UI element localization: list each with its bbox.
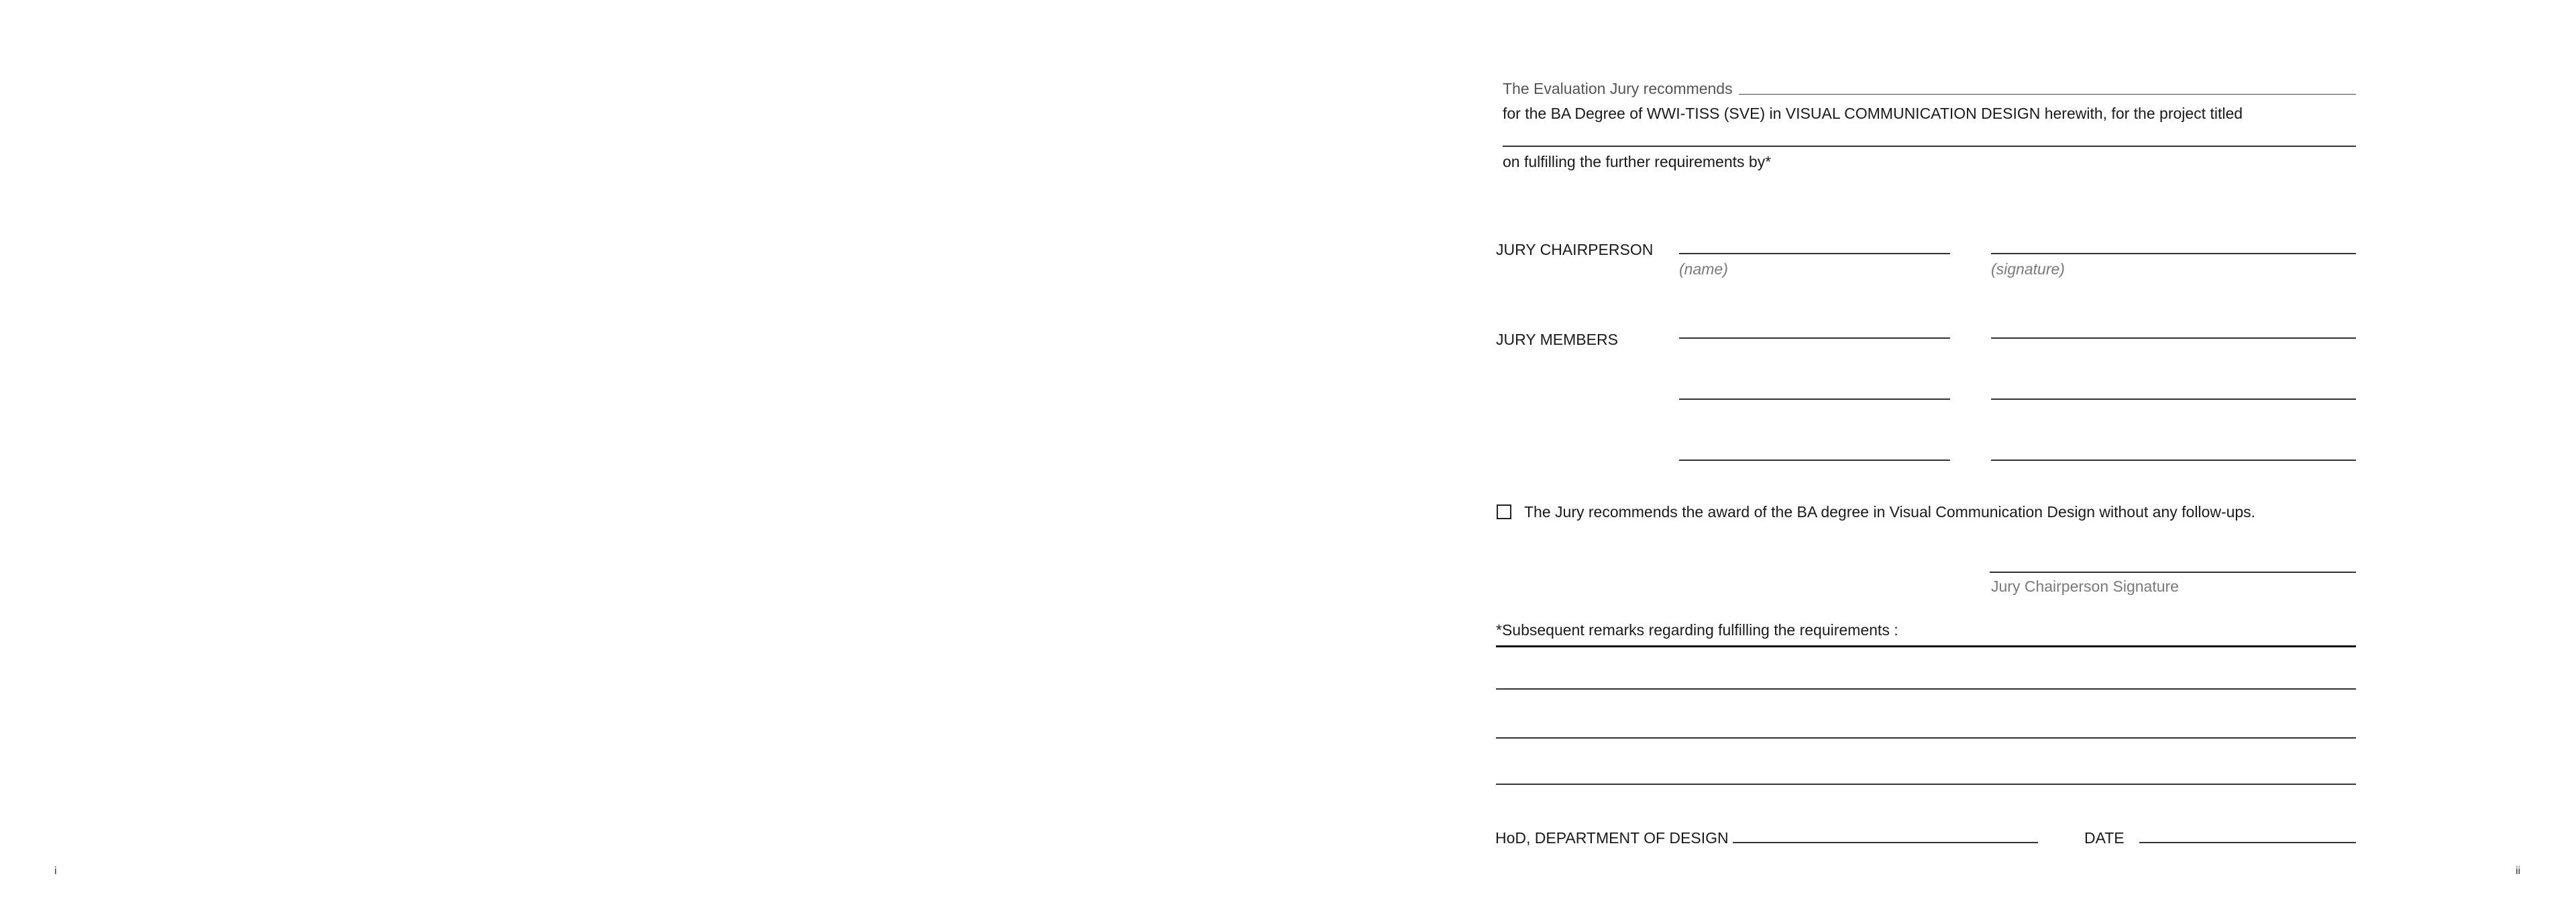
member-2-signature-line[interactable] (1991, 398, 2356, 400)
jury-chairperson-label: JURY CHAIRPERSON (1496, 241, 1654, 258)
chairperson-name-line[interactable] (1679, 253, 1950, 254)
signature-caption: (signature) (1991, 260, 2065, 278)
member-3-name-line[interactable] (1679, 460, 1950, 461)
remarks-label: *Subsequent remarks regarding fulfilling the requirements : (1496, 621, 1898, 639)
award-checkbox-label: The Jury recommends the award of the BA degree in Visual Communication Design without any follow-ups. (1524, 503, 2256, 521)
page-number-right: ii (2516, 865, 2521, 877)
date-label: DATE (2084, 829, 2125, 847)
remarks-line-4[interactable] (1496, 784, 2356, 785)
date-line[interactable] (2139, 842, 2356, 843)
hod-label: HoD, DEPARTMENT OF DESIGN (1495, 829, 1729, 847)
remarks-line-2[interactable] (1496, 688, 2356, 690)
member-1-name-line[interactable] (1679, 337, 1950, 339)
evaluation-jury-label: The Evaluation Jury recommends (1503, 80, 1733, 97)
jury-members-label: JURY MEMBERS (1496, 331, 1618, 348)
remarks-line-3[interactable] (1496, 737, 2356, 739)
award-checkbox[interactable] (1497, 504, 1511, 519)
member-3-signature-line[interactable] (1991, 460, 2356, 461)
page-number-left: i (54, 865, 57, 877)
recommendation-blank-line[interactable] (1739, 94, 2356, 95)
hod-signature-line[interactable] (1733, 842, 2038, 843)
name-caption: (name) (1679, 260, 1728, 278)
requirements-statement-text: on fulfilling the further requirements by* (1503, 153, 1772, 170)
remarks-line-1[interactable] (1496, 645, 2356, 647)
member-2-name-line[interactable] (1679, 398, 1950, 400)
chairperson-final-signature-line[interactable] (1990, 572, 2356, 573)
chairperson-signature-line[interactable] (1991, 253, 2356, 254)
member-1-signature-line[interactable] (1991, 337, 2356, 339)
chairperson-signature-caption: Jury Chairperson Signature (1991, 578, 2179, 595)
project-title-line[interactable] (1503, 146, 2356, 147)
degree-statement-text: for the BA Degree of WWI-TISS (SVE) in VISUAL COMMUNICATION DESIGN herewith, for the project titled (1503, 105, 2243, 122)
